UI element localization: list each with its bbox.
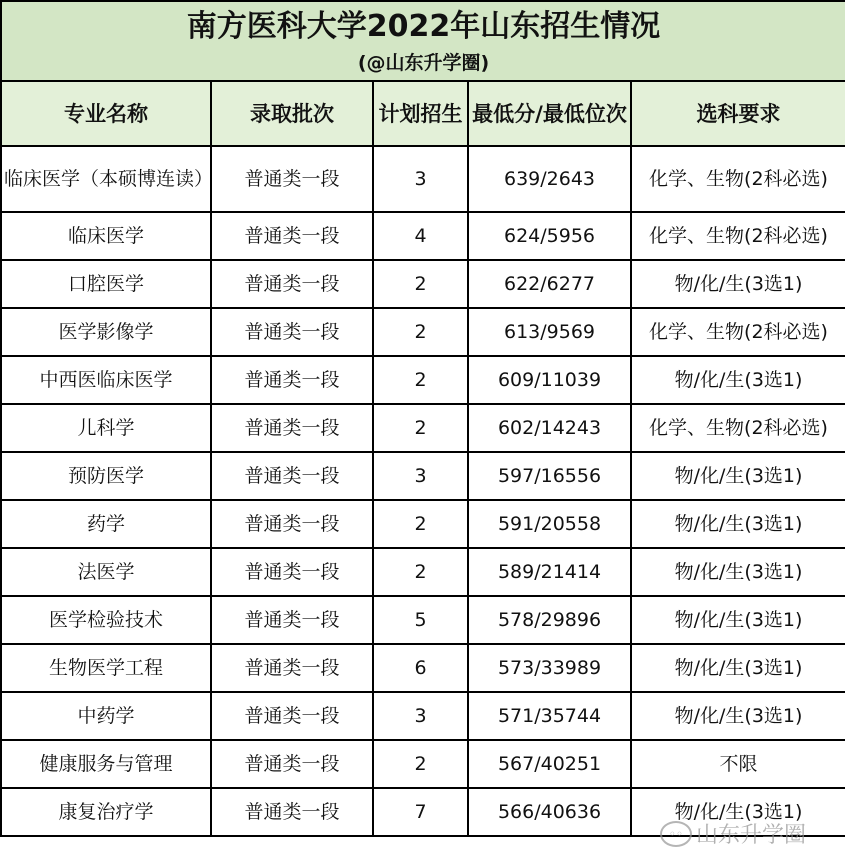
table-cell: 609/11039	[468, 356, 631, 404]
table-cell: 573/33989	[468, 644, 631, 692]
table-row	[1, 596, 845, 644]
column-header: 录取批次	[211, 81, 373, 146]
table-cell: 普通类一段	[211, 788, 373, 836]
table-cell: 622/6277	[468, 260, 631, 308]
table-cell: 临床医学	[1, 212, 211, 260]
table-cell: 2	[373, 356, 468, 404]
table-cell: 医学检验技术	[1, 596, 211, 644]
table-cell: 普通类一段	[211, 356, 373, 404]
table-cell: 普通类一段	[211, 146, 373, 212]
table-cell: 2	[373, 740, 468, 788]
table-cell: 6	[373, 644, 468, 692]
table-cell: 物/化/生(3选1)	[631, 356, 845, 404]
table-cell: 口腔医学	[1, 260, 211, 308]
table-cell: 3	[373, 692, 468, 740]
table-cell: 物/化/生(3选1)	[631, 260, 845, 308]
column-header: 最低分/最低位次	[468, 81, 631, 146]
table-cell: 普通类一段	[211, 500, 373, 548]
table-row	[1, 146, 845, 212]
table-cell: 3	[373, 452, 468, 500]
table-cell: 566/40636	[468, 788, 631, 836]
watermark-text: 山东升学圈	[696, 823, 807, 848]
table-subtitle: (@山东升学圈)	[357, 52, 490, 74]
table-cell: 普通类一段	[211, 308, 373, 356]
table-cell: 物/化/生(3选1)	[631, 452, 845, 500]
table-cell: 物/化/生(3选1)	[631, 692, 845, 740]
table-row	[1, 404, 845, 452]
table-cell: 639/2643	[468, 146, 631, 212]
table-cell: 2	[373, 404, 468, 452]
column-header: 专业名称	[1, 81, 211, 146]
table-cell: 2	[373, 548, 468, 596]
table-cell: 普通类一段	[211, 548, 373, 596]
table-cell: 普通类一段	[211, 404, 373, 452]
table-cell: 法医学	[1, 548, 211, 596]
table-cell: 儿科学	[1, 404, 211, 452]
title-cell	[1, 1, 845, 81]
table-cell: 化学、生物(2科必选)	[631, 308, 845, 356]
table-cell: 中药学	[1, 692, 211, 740]
table-cell: 613/9569	[468, 308, 631, 356]
table-cell: 2	[373, 260, 468, 308]
table-cell: 571/35744	[468, 692, 631, 740]
column-header: 选科要求	[631, 81, 845, 146]
table-cell: 生物医学工程	[1, 644, 211, 692]
table-cell: 普通类一段	[211, 452, 373, 500]
table-row	[1, 308, 845, 356]
table-row	[1, 452, 845, 500]
column-header: 计划招生	[373, 81, 468, 146]
table-cell: 物/化/生(3选1)	[631, 500, 845, 548]
table-row	[1, 356, 845, 404]
table-cell: 药学	[1, 500, 211, 548]
watermark	[660, 818, 806, 849]
table-cell: 589/21414	[468, 548, 631, 596]
table-row	[1, 500, 845, 548]
table-cell: 不限	[631, 740, 845, 788]
table-row	[1, 260, 845, 308]
table-cell: 597/16556	[468, 452, 631, 500]
table-row	[1, 740, 845, 788]
header-row	[1, 81, 845, 146]
table-cell: 普通类一段	[211, 692, 373, 740]
table-cell: 4	[373, 212, 468, 260]
table-cell: 医学影像学	[1, 308, 211, 356]
table-row	[1, 644, 845, 692]
table-cell: 2	[373, 308, 468, 356]
table-title: 南方医科大学2022年山东招生情况	[186, 9, 661, 44]
table-cell: 康复治疗学	[1, 788, 211, 836]
table-cell: 普通类一段	[211, 644, 373, 692]
table-cell: 化学、生物(2科必选)	[631, 212, 845, 260]
table-cell: 普通类一段	[211, 740, 373, 788]
table-cell: 物/化/生(3选1)	[631, 788, 845, 836]
table-cell: 物/化/生(3选1)	[631, 596, 845, 644]
table-cell: 普通类一段	[211, 596, 373, 644]
table-cell: 7	[373, 788, 468, 836]
table-cell: 578/29896	[468, 596, 631, 644]
table-row	[1, 692, 845, 740]
table-cell: 624/5956	[468, 212, 631, 260]
table-cell: 预防医学	[1, 452, 211, 500]
table-cell: 物/化/生(3选1)	[631, 548, 845, 596]
table-cell: 物/化/生(3选1)	[631, 644, 845, 692]
table-cell: 化学、生物(2科必选)	[631, 146, 845, 212]
table-row	[1, 212, 845, 260]
table-cell: 临床医学（本硕博连读）	[1, 146, 211, 212]
table-cell: 普通类一段	[211, 212, 373, 260]
table-cell: 2	[373, 500, 468, 548]
table-cell: 5	[373, 596, 468, 644]
table-cell: 602/14243	[468, 404, 631, 452]
table-cell: 567/40251	[468, 740, 631, 788]
wechat-icon: ◦◦	[660, 821, 692, 847]
table-cell: 591/20558	[468, 500, 631, 548]
table-cell: 化学、生物(2科必选)	[631, 404, 845, 452]
table-cell: 中西医临床医学	[1, 356, 211, 404]
table-cell: 普通类一段	[211, 260, 373, 308]
table-cell: 3	[373, 146, 468, 212]
table-cell: 健康服务与管理	[1, 740, 211, 788]
table-row	[1, 548, 845, 596]
